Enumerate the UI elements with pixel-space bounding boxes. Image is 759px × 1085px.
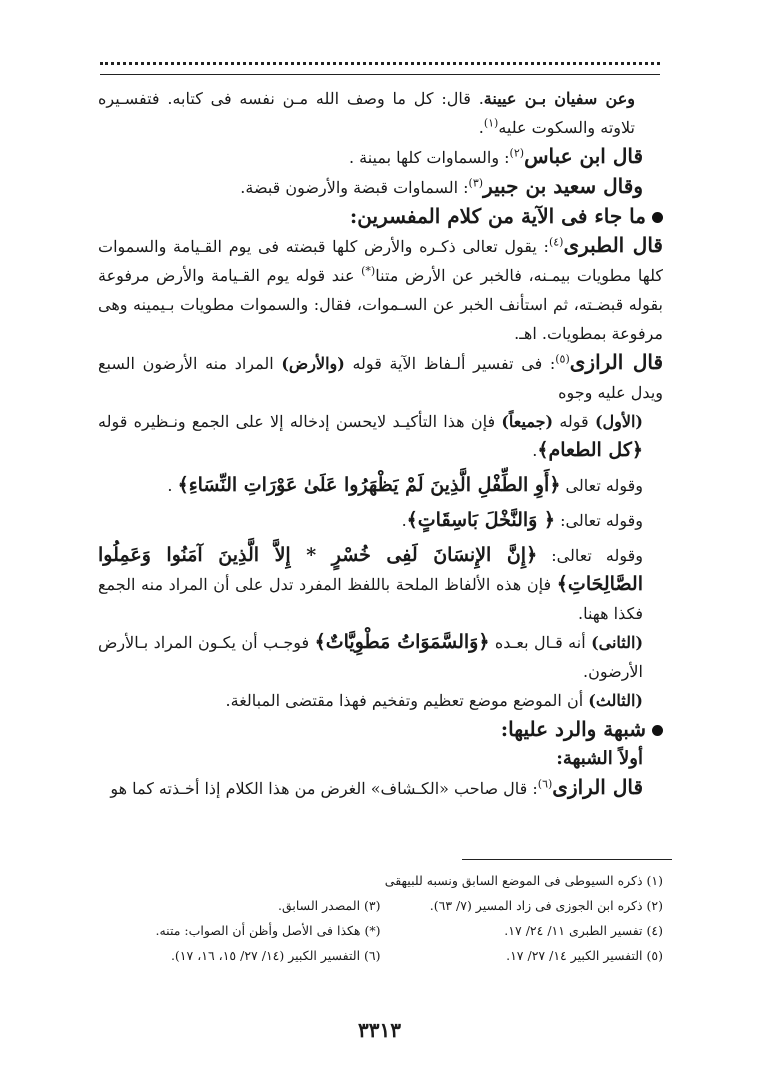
footnote-4: (٤) تفسير الطبرى ١١/ ٢٤/ ١٧. bbox=[504, 923, 663, 938]
footnote-separator bbox=[462, 859, 672, 860]
paragraph-text: عند قوله يوم القـيامة والأرض مرفوعة بقوله قبضـته، ثم استأنف الخبر عن السـموات، فقال: والسموات مطويات بـيمينه وهى مرفوعة بمطويات. اهـ. bbox=[98, 266, 663, 343]
paragraph-verse-3 bbox=[98, 541, 663, 628]
quran-verse: ﴿ وَالنَّخْلَ بَاسِقَاتٍ﴾ bbox=[406, 509, 556, 531]
quran-verse: ﴿كل الطعام﴾ bbox=[537, 439, 643, 461]
footnote-row bbox=[98, 918, 663, 943]
paragraph-text: وقوله تعالى: bbox=[537, 546, 643, 565]
paragraph-razi-2 bbox=[98, 773, 663, 803]
quran-verse: ﴿وَالسَّمَوَاتُ مَطْوِيَّاتٌ﴾ bbox=[314, 631, 490, 653]
footnotes bbox=[98, 868, 663, 968]
footnote-ref-star: (*) bbox=[361, 264, 376, 278]
footnote-row bbox=[98, 943, 663, 968]
quoted-word: (جميعاً) bbox=[501, 412, 554, 431]
quran-verse: ﴿أَوِ الطِّفْلِ الَّذِينَ لَمْ يَظْهَرُوا عَلَىٰ عَوْرَاتِ النِّسَاءِ﴾ bbox=[177, 474, 561, 496]
reason-label: (الثالث) bbox=[588, 691, 643, 710]
footnote-ref: (٢) bbox=[509, 146, 525, 160]
speaker-name: قال الطبرى bbox=[563, 233, 663, 257]
footnote-2: (٢) ذكره ابن الجوزى فى زاد المسير (٧/ ٦٣). bbox=[429, 898, 663, 913]
paragraph-second-reason bbox=[98, 628, 663, 686]
paragraph-text: : قال صاحب «الكـشاف» الغرض من هذا الكلام إذا أخـذته كما هو bbox=[110, 779, 538, 798]
bullet-icon bbox=[652, 725, 663, 736]
header-dotted-rule bbox=[100, 62, 660, 65]
speaker-name: وقال سعيد بن جبير bbox=[483, 174, 643, 198]
footnote-ref: (٤) bbox=[548, 235, 564, 249]
paragraph-text: قوله bbox=[553, 412, 595, 431]
subheading-shubha bbox=[98, 744, 663, 773]
page-number: ٣٣١٣ bbox=[358, 1018, 401, 1042]
section-heading-shubha bbox=[98, 715, 663, 744]
paragraph-text: : السماوات قبضة والأرضون قبضة. bbox=[240, 178, 469, 197]
heading-text: شبهة والرد عليها: bbox=[500, 717, 646, 741]
speaker-name: وعن سفيان بـن عيينة bbox=[483, 89, 636, 108]
speaker-name: قال الرازى bbox=[569, 350, 664, 374]
paragraph-sufyan bbox=[98, 84, 663, 142]
paragraph-said-jubair bbox=[98, 172, 663, 202]
paragraph-text: المراد منه الأرضون السبع ويدل عليه وجوه bbox=[98, 354, 663, 402]
footnote-5: (٥) التفسير الكبير ١٤/ ٢٧/ ١٧. bbox=[506, 948, 663, 963]
quoted-word: (والأرض) bbox=[281, 354, 345, 373]
paragraph-end: . bbox=[401, 511, 407, 530]
paragraph-text: . قال: كل ما وصف الله مـن نفسه فى كتابه. فتفسـيره تلاوته والسكوت عليه bbox=[98, 89, 635, 137]
paragraph-text: : فى تفسير ألـفاظ الآية قوله bbox=[344, 354, 556, 373]
paragraph-text: فوجـب أن يكـون المراد بـالأرض الأرضون. bbox=[98, 633, 643, 681]
footnote-1: (١) ذكره السيوطى فى الموضع السابق ونسبه للبيهقى bbox=[384, 873, 663, 888]
heading-text: ما جاء فى الآية من كلام المفسرين: bbox=[349, 204, 646, 228]
bullet-icon bbox=[652, 212, 663, 223]
paragraph-end: . bbox=[478, 118, 484, 137]
paragraph-text: أنه قـال بعـده bbox=[489, 633, 592, 652]
paragraph-text: أن الموضع موضع تعظيم وتفخيم فهذا مقتضى المبالغة. bbox=[225, 691, 589, 710]
paragraph-first-reason bbox=[98, 407, 663, 465]
subheading-text: أولاً الشبهة: bbox=[556, 748, 643, 769]
footnote-ref: (١) bbox=[483, 116, 499, 130]
reason-label: (الثانى) bbox=[591, 633, 644, 652]
paragraph-text: فإن هذه الألفاظ الملحة باللفظ المفرد تدل على أن المراد منه الجمع فكذا ههنا. bbox=[98, 575, 643, 623]
paragraph-text: فإن هذا التأكيـد لايحسن إدخاله إلا على الجمع ونـظيره قوله bbox=[98, 412, 502, 431]
section-heading-mufassirin bbox=[98, 202, 663, 231]
speaker-name: قال الرازى bbox=[552, 775, 643, 799]
paragraph-verse-2 bbox=[98, 506, 663, 535]
paragraph-text: وقوله تعالى: bbox=[555, 511, 643, 530]
paragraph-text: وقوله تعالى bbox=[560, 476, 643, 495]
paragraph-end: . bbox=[167, 476, 178, 495]
paragraph-text: : والسماوات كلها بمينة . bbox=[348, 148, 510, 167]
footnote-row bbox=[98, 893, 663, 918]
footnote-3: (٣) المصدر السابق. bbox=[278, 898, 381, 913]
reason-label: (الأول) bbox=[594, 412, 643, 431]
paragraph-text: : يقول تعالى ذكـره والأرض كلها قبضته فى يوم القـيامة والسموات كلها مطويات بيمـنه، فالخبر عن الأرض متنا bbox=[98, 237, 663, 285]
footnote-ref: (٦) bbox=[537, 777, 553, 791]
paragraph-tabari bbox=[98, 231, 663, 348]
footnote-ref: (٥) bbox=[555, 352, 570, 366]
body-text bbox=[98, 84, 663, 803]
footnote-ref: (٣) bbox=[468, 176, 484, 190]
speaker-name: قال ابن عباس bbox=[524, 144, 643, 168]
paragraph-third-reason bbox=[98, 686, 663, 715]
header-solid-rule bbox=[100, 74, 660, 75]
paragraph-razi-1 bbox=[98, 348, 663, 407]
quran-verse: ﴿إِنَّ الإِنسَانَ لَفِى خُسْرٍ * إِلاَّ الَّذِينَ آمَنُوا وَعَمِلُوا الصَّالِحَاتِ﴾ bbox=[98, 544, 643, 595]
paragraph-verse-1 bbox=[98, 471, 663, 500]
paragraph-ibn-abbas bbox=[98, 142, 663, 172]
paragraph-end: . bbox=[532, 441, 538, 460]
footnote-6: (٦) التفسير الكبير (١٤/ ٢٧/ ١٥، ١٦، ١٧). bbox=[170, 948, 381, 963]
footnote-star: (*) هكذا فى الأصل وأظن أن الصواب: متنه. bbox=[155, 923, 381, 938]
